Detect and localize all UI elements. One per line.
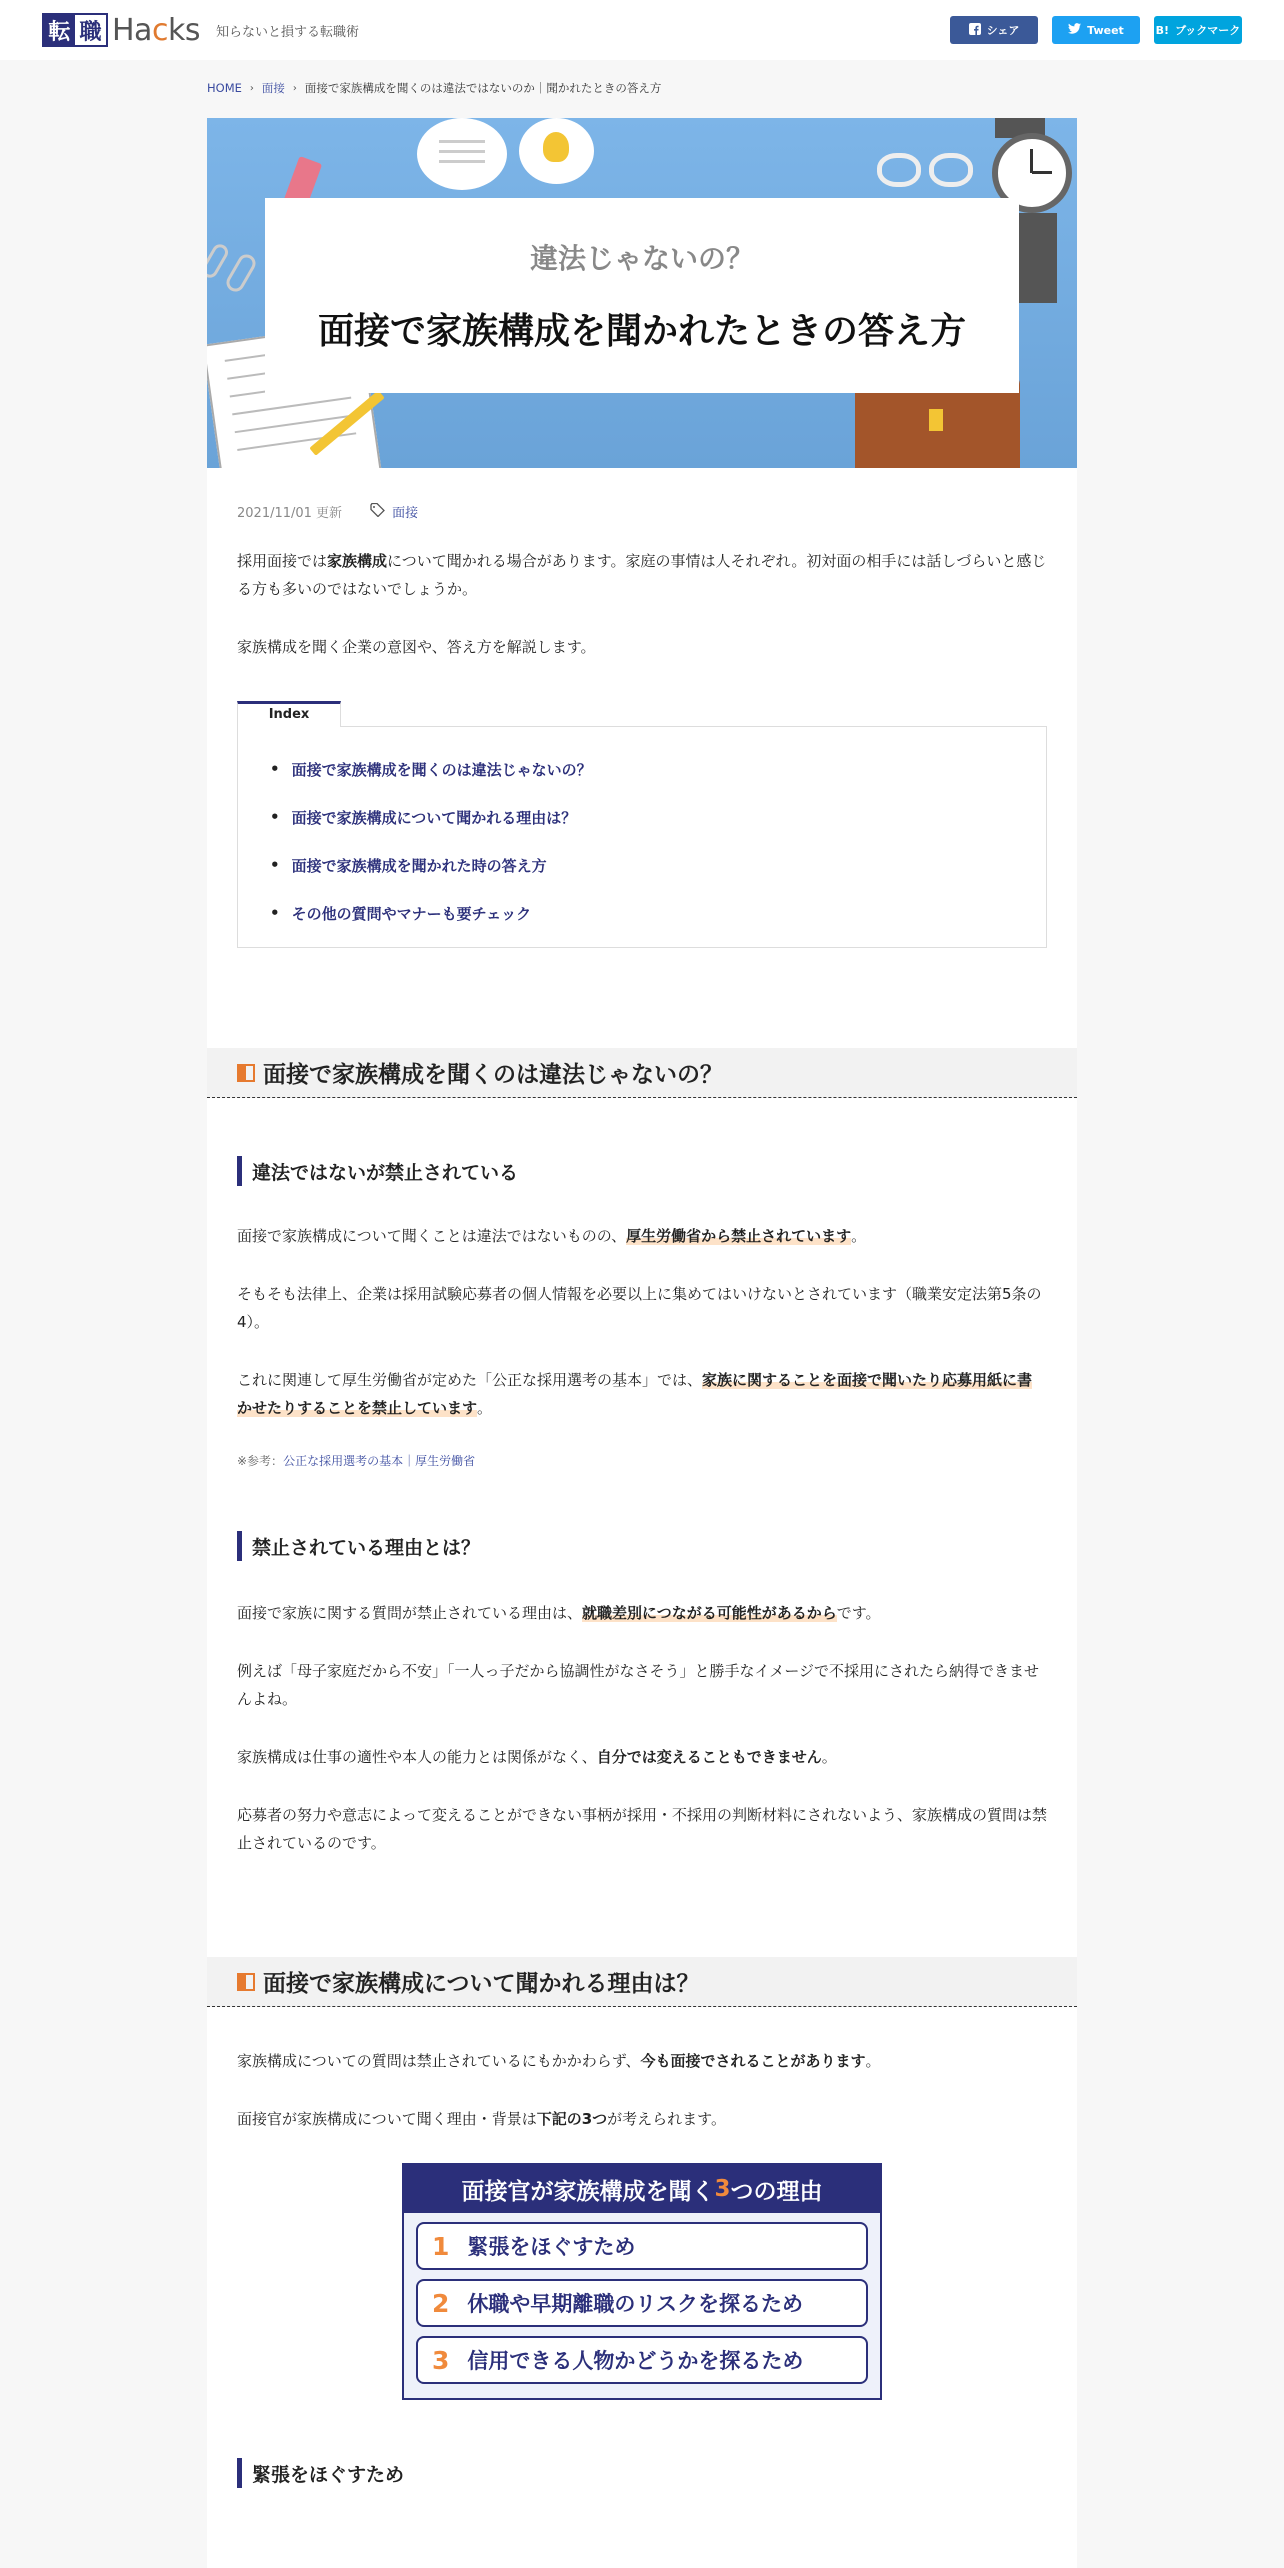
twitter-icon (1068, 23, 1081, 37)
body-paragraph: 面接官が家族構成について聞く理由・背景は下記の3つが考えられます。 (237, 2110, 726, 2128)
section-heading: 面接で家族構成について聞かれる理由は？ (207, 1957, 1077, 2007)
body-paragraph: 家族構成についての質問は禁止されているにもかかわらず、今も面接でされることがあります。 (237, 2052, 881, 2070)
body-paragraph: 応募者の努力や意志によって変えることができない事柄が採用・不採用の判断材料にされないよう、家族構成の質問は禁止されているのです。 (237, 1806, 1048, 1852)
tag-icon (370, 503, 388, 521)
hero-title-card (265, 198, 1019, 393)
reference-link[interactable]: 公正な採用選考の基本｜厚生労働省 (283, 1454, 476, 1468)
hero-image (207, 118, 1077, 468)
breadcrumb-category[interactable]: 面接 (261, 81, 285, 95)
share-label: Tweet (1087, 23, 1124, 37)
infographic-title: 面接官が家族構成を聞く 3 つの理由 (404, 2165, 880, 2213)
toc-list (237, 726, 1047, 948)
chevron-right-icon: › (292, 82, 297, 94)
hero-subtitle: 違法じゃないの？ (529, 242, 754, 275)
site-logo[interactable] (42, 13, 200, 48)
logo-mark (42, 13, 108, 47)
table-of-contents (237, 701, 1047, 948)
breadcrumb (207, 80, 661, 96)
glasses-illustration (877, 153, 977, 193)
site-tagline: 知らないと損する転職術 (215, 24, 359, 40)
body-paragraph: 面接で家族構成について聞くことは違法ではないものの、厚生労働省から禁止されています。 (237, 1227, 867, 1245)
body-paragraph: 面接で家族に関する質問が禁止されている理由は、就職差別につながる可能性があるからです。 (237, 1604, 881, 1622)
body-paragraph: これに関連して厚生労働省が定めた「公正な採用選考の基本」では、家族に関することを面接で聞いたり応募用紙に書かせたりすることを禁止しています。 (237, 1371, 1033, 1417)
toc-item[interactable]: • 面接で家族構成について聞かれる理由は？ (270, 793, 1014, 841)
reason-item: 3 信用できる人物かどうかを探るため (416, 2336, 868, 2384)
subsection-heading: 違法ではないが禁止されている (237, 1156, 1047, 1186)
reference-note: ※参考：公正な採用選考の基本｜厚生労働省 (237, 1454, 476, 1468)
chevron-right-icon: › (249, 82, 254, 94)
article (207, 118, 1077, 2568)
article-body (207, 502, 1077, 2488)
lightbulb-icon (543, 132, 569, 162)
reasons-infographic (402, 2163, 882, 2400)
subsection-heading: 禁止されている理由とは？ (237, 1531, 1047, 1561)
speech-bubble-illustration (417, 118, 507, 190)
subsection-heading: 緊張をほぐすため (237, 2458, 1047, 2488)
toc-item[interactable]: • その他の質問やマナーも要チェック (270, 889, 1014, 937)
share-label: シェア (986, 24, 1020, 37)
share-buttons (950, 16, 1242, 44)
logo-char: 転 (44, 15, 75, 45)
reason-item: 1 緊張をほぐすため (416, 2222, 868, 2270)
toc-item[interactable]: • 面接で家族構成を聞くのは違法じゃないの？ (270, 745, 1014, 793)
share-label: ブックマーク (1175, 24, 1241, 37)
section-marker-icon (237, 1973, 255, 1991)
logo-char: 職 (75, 15, 106, 45)
updated-date: 2021/11/01 更新 (237, 506, 343, 521)
intro-paragraph: 採用面接では家族構成について聞かれる場合があります。家庭の事情は人それぞれ。初対面の相手には話しづらいと感じる方も多いのではないでしょうか。 (237, 552, 1047, 598)
facebook-icon (969, 23, 981, 38)
body-paragraph: 例えば「母子家庭だから不安」「一人っ子だから協調性がなさそう」と勝手なイメージで不採用にされたら納得できませんよね。 (237, 1662, 1040, 1708)
logo-wordmark: Hacks (112, 12, 200, 48)
intro-paragraph: 家族構成を聞く企業の意図や、答え方を解説します。 (237, 638, 596, 656)
section-heading: 面接で家族構成を聞くのは違法じゃないの？ (207, 1048, 1077, 1098)
toc-item[interactable]: • 面接で家族構成を聞かれた時の答え方 (270, 841, 1014, 889)
toc-label: Index (237, 701, 341, 727)
twitter-share-button[interactable] (1052, 16, 1140, 44)
page-title: 面接で家族構成を聞かれたときの答え方 (317, 311, 966, 352)
category-tag-link[interactable] (370, 502, 418, 521)
article-meta (237, 502, 1047, 521)
hatena-bookmark-icon: B! (1155, 23, 1170, 37)
section-marker-icon (237, 1064, 255, 1082)
breadcrumb-home[interactable]: HOME (207, 81, 242, 95)
hatena-bookmark-button[interactable] (1154, 16, 1242, 44)
reason-item: 2 休職や早期離職のリスクを探るため (416, 2279, 868, 2327)
body-paragraph: 家族構成は仕事の適性や本人の能力とは関係がなく、自分では変えることもできません。 (237, 1748, 837, 1766)
tag-label: 面接 (392, 506, 419, 521)
breadcrumb-current: 面接で家族構成を聞くのは違法ではないのか｜聞かれたときの答え方 (304, 81, 662, 95)
site-header (0, 0, 1284, 60)
facebook-share-button[interactable] (950, 16, 1038, 44)
body-paragraph: そもそも法律上、企業は採用試験応募者の個人情報を必要以上に集めてはいけないとされています（職業安定法第5条の4）。 (237, 1285, 1042, 1331)
